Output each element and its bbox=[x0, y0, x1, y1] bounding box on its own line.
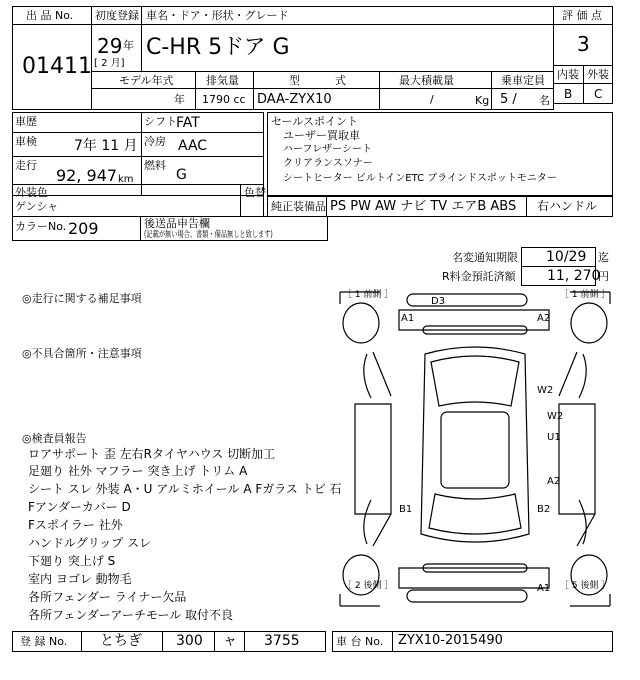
recycle-unit: 円 bbox=[598, 270, 609, 283]
model-year-label: モデル年式 bbox=[119, 74, 174, 87]
inspector-line: Fアンダーカバー D bbox=[28, 500, 131, 514]
max-load-label: 最大積載量 bbox=[399, 74, 454, 87]
score-value: 3 bbox=[577, 32, 590, 56]
damage-mark: W2 bbox=[547, 411, 564, 422]
left-doors bbox=[364, 354, 371, 544]
chassis-value: ZYX10-2015490 bbox=[398, 633, 503, 648]
model-value: DAA-ZYX10 bbox=[257, 92, 332, 107]
driving-remarks-label: ◎走行に関する補足事項 bbox=[22, 292, 142, 305]
capacity-label: 乗車定員 bbox=[501, 74, 545, 87]
capacity-unit: 名 bbox=[539, 94, 550, 107]
roof bbox=[441, 412, 509, 488]
damage-mark: W2 bbox=[537, 385, 554, 396]
rear-bumper bbox=[407, 590, 527, 602]
rule bbox=[491, 71, 492, 110]
inspection-label: 車検 bbox=[15, 135, 37, 148]
rule bbox=[162, 631, 163, 652]
ext-color-value: ゲンシャ bbox=[15, 200, 59, 213]
shift-value: FAT bbox=[176, 115, 200, 131]
sales-point: ユーザー買取車 bbox=[283, 129, 360, 142]
diagram-corner-bl: ［ 2 後側 ］ bbox=[343, 581, 394, 591]
inspector-label: ◎検査員報告 bbox=[22, 432, 87, 445]
change-deadline-value: 10/29 bbox=[546, 249, 587, 265]
rule bbox=[12, 156, 264, 157]
steering-value: 右ハンドル bbox=[537, 199, 598, 213]
diagram-corner-tl: ［ 1 前側 ］ bbox=[343, 290, 394, 300]
right-doors bbox=[579, 354, 586, 544]
sales-point: シートヒーター ビルトインETC ブラインドスポットモニター bbox=[283, 173, 557, 184]
hood-outline bbox=[399, 310, 549, 330]
rule bbox=[379, 71, 380, 110]
ac-value: AAC bbox=[178, 138, 208, 154]
exterior-label: 外装 bbox=[587, 68, 609, 81]
diagram-corner-br: ［ 5 後側 ］ bbox=[560, 581, 611, 591]
capacity-value: 5 / bbox=[500, 92, 517, 107]
fuel-value: G bbox=[176, 167, 187, 183]
lot-no-label: 出 品 No. bbox=[26, 9, 74, 22]
sales-point: ハーフレザーシート bbox=[283, 144, 372, 155]
mileage-unit: km bbox=[118, 174, 134, 185]
body-top bbox=[421, 347, 529, 542]
reg-number: 3755 bbox=[264, 633, 300, 649]
color-no-label: カラーNo. bbox=[15, 220, 67, 233]
reg-region: とちぎ bbox=[100, 633, 142, 649]
rule bbox=[392, 631, 393, 652]
sales-point: クリアランスソナー bbox=[283, 158, 373, 169]
rule bbox=[583, 65, 584, 104]
interior-grade: B bbox=[564, 87, 573, 101]
change-deadline-unit: 迄 bbox=[598, 251, 609, 264]
front-bumper bbox=[407, 294, 527, 306]
rule bbox=[240, 184, 241, 217]
year-unit: 年 bbox=[123, 39, 134, 52]
inspector-line: ロアサポート 歪 左右Rタイヤハウス 切断加工 bbox=[28, 447, 276, 461]
shift-label: シフト bbox=[144, 115, 177, 128]
inspector-line: 室内 ヨゴレ 動物毛 bbox=[28, 572, 132, 586]
rule bbox=[12, 132, 264, 133]
rule bbox=[553, 83, 613, 84]
reg-class: 300 bbox=[176, 633, 203, 649]
car-damage-diagram bbox=[337, 288, 613, 610]
change-deadline-label: 名変通知期限 bbox=[452, 251, 518, 264]
first-reg-year: 29 bbox=[97, 34, 123, 58]
rule bbox=[91, 88, 554, 89]
chassis-label: 車 台 No. bbox=[336, 635, 384, 648]
damage-mark: B1 bbox=[399, 504, 413, 515]
rule bbox=[526, 196, 527, 217]
recycle-value: 11, 270 bbox=[547, 268, 601, 284]
vehicle-label: 車名・ドア・形状・グレード bbox=[146, 9, 289, 22]
inspection-value: 7年 11 月 bbox=[74, 138, 138, 154]
vehicle-name: C-HR 5ドア G bbox=[146, 35, 290, 60]
genuine-label: 純正装備品 bbox=[271, 200, 326, 213]
fuel-label: 燃料 bbox=[144, 159, 166, 172]
inspector-line: 各所フェンダー ライナー欠品 bbox=[28, 590, 187, 604]
damage-mark: A2 bbox=[547, 476, 561, 487]
damage-mark: A1 bbox=[401, 313, 415, 324]
model-label: 型 式 bbox=[289, 74, 346, 87]
side-right bbox=[559, 352, 595, 546]
color-no-value: 209 bbox=[68, 219, 99, 238]
windshield bbox=[431, 356, 519, 406]
wheel-front-left bbox=[343, 303, 379, 343]
sales-points-label: セールスポイント bbox=[271, 115, 359, 128]
inspector-line: 下廻り 突上げ S bbox=[28, 554, 116, 568]
genuine-value: PS PW AW ナビ TV エアB ABS bbox=[330, 199, 517, 214]
reg-label: 登 録 No. bbox=[20, 635, 68, 648]
lot-no: 01411 bbox=[22, 54, 92, 79]
interior-label: 内装 bbox=[557, 68, 579, 81]
first-reg-label: 初度登録 bbox=[95, 9, 139, 22]
damage-mark: A1 bbox=[537, 583, 551, 594]
ac-label: 冷房 bbox=[144, 135, 166, 148]
ext-color-label: 外装色 bbox=[15, 186, 48, 199]
defects-label: ◎不具合箇所・注意事項 bbox=[22, 347, 142, 360]
mileage-label: 走行 bbox=[15, 159, 37, 172]
rule bbox=[81, 631, 82, 652]
damage-mark: A2 bbox=[537, 313, 551, 324]
side-left bbox=[355, 352, 391, 546]
rule bbox=[326, 196, 327, 217]
reg-kana: ャ bbox=[223, 633, 237, 649]
recycle-label: R料金預託済額 bbox=[442, 270, 516, 283]
max-load-unit: Kg bbox=[475, 94, 490, 107]
inspector-line: ハンドルグリップ スレ bbox=[28, 536, 152, 550]
inspector-line: 各所フェンダーアーチモール 取付不良 bbox=[28, 608, 234, 622]
docs-note bbox=[144, 231, 352, 241]
mileage-value: 92, 947 bbox=[56, 166, 118, 185]
docs-label: 後送品申告欄 bbox=[144, 217, 210, 230]
rule bbox=[244, 631, 245, 652]
docs-note-text: (記載が無い場合、書類・備品無しと致します) bbox=[144, 230, 273, 240]
model-year-unit: 年 bbox=[174, 93, 185, 106]
trunk-outline bbox=[399, 568, 549, 588]
rule bbox=[553, 24, 613, 25]
inspector-line: Fスポイラー 社外 bbox=[28, 518, 123, 532]
rear-window bbox=[429, 494, 521, 534]
rule bbox=[253, 71, 254, 110]
damage-mark: B2 bbox=[537, 504, 551, 515]
diagram-corner-tr: ［ 1 前側 ］ bbox=[560, 290, 611, 300]
rule bbox=[214, 631, 215, 652]
score-label: 評 価 点 bbox=[562, 9, 602, 22]
history-label: 車歴 bbox=[15, 115, 37, 128]
exterior-grade: C bbox=[594, 87, 603, 101]
damage-mark: U1 bbox=[547, 432, 561, 443]
displacement-value: 1790 cc bbox=[202, 93, 246, 106]
damage-mark: D3 bbox=[431, 296, 446, 307]
displacement-label: 排気量 bbox=[206, 74, 239, 87]
wheel-front-right bbox=[571, 303, 607, 343]
max-load-value: / bbox=[430, 93, 434, 106]
rule bbox=[195, 71, 196, 110]
corner-bracket bbox=[340, 292, 610, 606]
inspector-line: シート スレ 外装 A・U アルミホイール A Fガラス トビ 石 bbox=[28, 482, 342, 496]
inspector-line: 足廻り 社外 マフラー 突き上げ トリム A bbox=[28, 464, 248, 478]
first-reg-month: [ 2 月] bbox=[94, 58, 125, 69]
color-change-label: 色替 bbox=[244, 186, 266, 199]
